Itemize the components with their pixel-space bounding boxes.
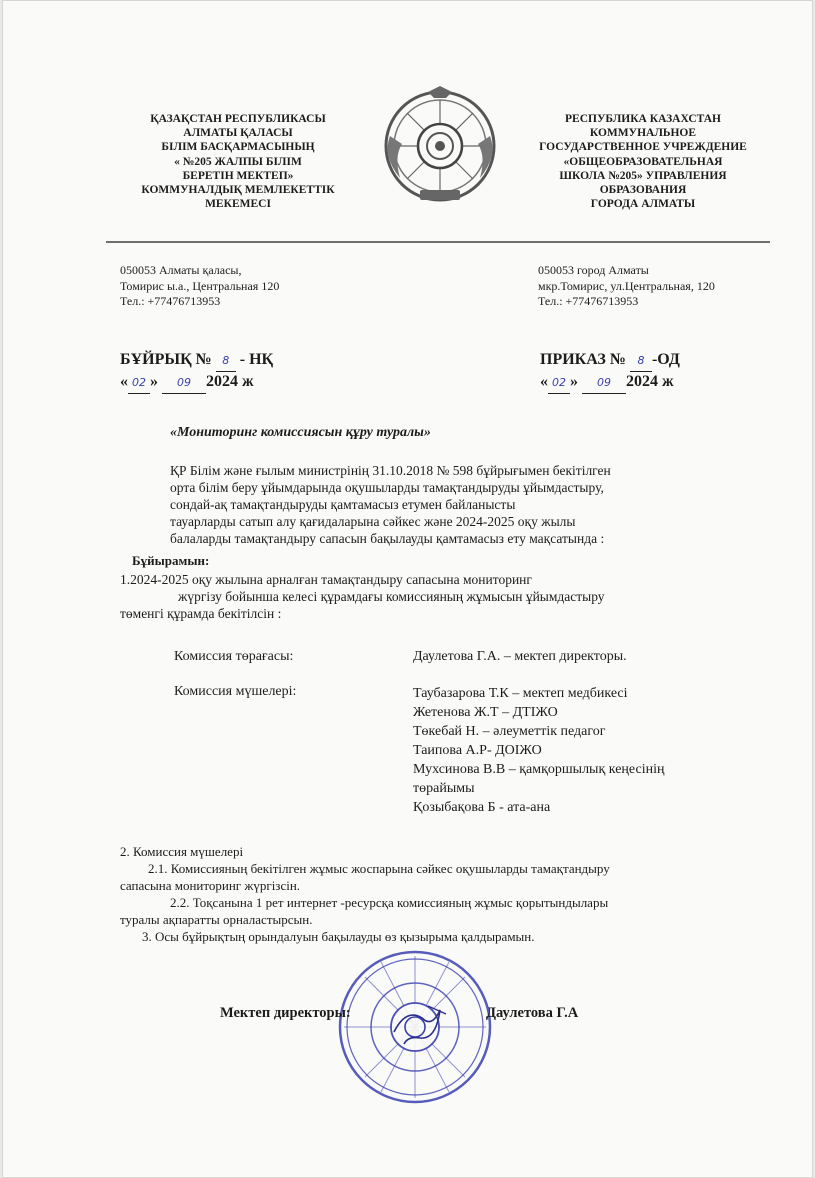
section-2-title: 2. Комиссия мүшелері xyxy=(120,844,244,859)
member-item: Жетенова Ж.Т – ДТІЖО xyxy=(413,705,558,720)
header-kazakh-line: БІЛІМ БАСҚАРМАСЫНЫҢ xyxy=(161,141,315,154)
header-russian-line: КОММУНАЛЬНОЕ xyxy=(589,127,697,140)
order-kazakh: БҰЙРЫҚ № 8 - НҚ « 02 » 09 2024 ж xyxy=(120,350,273,394)
header-russian-line: РЕСПУБЛИКА КАЗАХСТАН xyxy=(565,113,721,125)
header-russian-line: ГОСУДАРСТВЕННОЕ УЧРЕЖДЕНИЕ xyxy=(539,141,747,154)
header-kazakh-line: КОММУНАЛДЫҚ МЕМЛЕКЕТТІК xyxy=(141,184,335,197)
order-russian: ПРИКАЗ № 8 -ОД « 02 » 09 2024 ж xyxy=(540,350,680,394)
member-item: Қозыбақова Б - ата-ана xyxy=(413,800,551,815)
order-number: 8 xyxy=(637,354,645,367)
order-day: 02 xyxy=(132,376,146,389)
order-month: 09 xyxy=(597,376,611,389)
section-2-1-line: сапасына мониторинг жүргізсін. xyxy=(120,878,301,893)
member-item: төрайымы xyxy=(413,781,475,796)
chair-label: Комиссия төрағасы: xyxy=(174,649,294,664)
order-year: 2024 ж xyxy=(626,373,674,390)
preamble-line: орта білім беру ұйымдарында оқушыларды тамақтандыруды ұйымдастыру, xyxy=(170,480,604,495)
order-number: 8 xyxy=(222,354,230,367)
header-russian-line: ШКОЛА №205» УПРАВЛЕНИЯ xyxy=(559,169,727,182)
order-subject: «Мониторинг комиссиясын құру туралы» xyxy=(170,425,431,440)
order-title: БҰЙРЫҚ № xyxy=(120,351,216,368)
section-3-line: 3. Осы бұйрықтың орындалуын бақылауды өз қызырыма қалдырамын. xyxy=(142,929,535,944)
header-russian-line: ГОРОДА АЛМАТЫ xyxy=(590,198,696,211)
preamble-line: тауарларды сатып алу қағидаларына сәйкес және 2024-2025 оқу жылы xyxy=(170,514,576,529)
member-item: Таубазарова Т.К – мектеп медбикесі xyxy=(413,686,628,701)
header-divider xyxy=(106,241,770,243)
section-2-2-line: туралы ақпаратты орналастырсын. xyxy=(120,912,313,927)
item-1 xyxy=(120,571,605,622)
item-1-line: жүргізу бойынша келесі құрамдағы комиссияның жұмысын ұйымдастыру xyxy=(178,589,605,604)
member-item: Мухсинова В.В – қамқоршылық кеңесінің xyxy=(413,762,665,777)
header-russian-line: ОБРАЗОВАНИЯ xyxy=(599,184,687,197)
preamble-line: сондай-ақ тамақтандыруды қамтамасыз етумен байланысты xyxy=(170,497,516,512)
order-suffix: - НҚ xyxy=(235,351,274,368)
document-page xyxy=(2,0,813,1178)
order-month: 09 xyxy=(177,376,191,389)
header-kazakh-line: « №205 ЖАЛПЫ БІЛІМ xyxy=(174,155,302,168)
decree-word: Бұйырамын: xyxy=(132,553,210,568)
section-2-1-line: 2.1. Комиссияның бекітілген жұмыс жоспарына сәйкес оқушыларды тамақтандыру xyxy=(148,861,610,876)
school-seal-icon xyxy=(336,948,494,1106)
header-kazakh-line: МЕКЕМЕСІ xyxy=(205,198,271,211)
header-kazakh-line: БЕРЕТІН МЕКТЕП» xyxy=(182,169,294,182)
signature-name: Даулетова Г.А xyxy=(486,1005,579,1021)
item-1-line: 1.2024-2025 оқу жылына арналған тамақтандыру сапасына мониторинг xyxy=(120,572,532,587)
members-list xyxy=(413,684,664,817)
state-emblem-icon xyxy=(380,86,500,206)
address-russian xyxy=(538,263,715,310)
member-item: Төкебай Н. – әлеуметтік педагог xyxy=(413,724,606,739)
header-kazakh xyxy=(120,112,356,211)
section-2 xyxy=(120,843,610,945)
preamble xyxy=(170,462,611,547)
address-line: Тел.: +77476713953 xyxy=(120,294,221,308)
order-suffix: -ОД xyxy=(651,351,680,368)
section-2-2-line: 2.2. Тоқсанына 1 рет интернет -ресурсқа комиссияның жұмыс қорытындылары xyxy=(170,895,609,910)
address-line: Томирис ы.а., Центральная 120 xyxy=(120,278,280,293)
address-line: мкр.Томирис, ул.Центральная, 120 xyxy=(538,278,715,293)
preamble-line: ҚР Білім және ғылым министрінің 31.10.2018 № 598 бұйрығымен бекітілген xyxy=(170,463,611,478)
address-kazakh xyxy=(120,263,279,310)
header-russian xyxy=(538,112,748,211)
signature-role: Мектеп директоры: xyxy=(220,1005,351,1021)
address-line: 050053 город Алматы xyxy=(538,263,649,277)
item-1-line: төменгі құрамда бекітілсін : xyxy=(120,606,282,621)
address-line: Тел.: +77476713953 xyxy=(538,294,639,308)
address-line: 050053 Алматы қаласы, xyxy=(120,263,242,277)
header-kazakh-line: АЛМАТЫ ҚАЛАСЫ xyxy=(183,127,293,140)
member-item: Таипова А.Р- ДОІЖО xyxy=(413,743,542,758)
order-day: 02 xyxy=(552,376,566,389)
header-russian-line: «ОБЩЕОБРАЗОВАТЕЛЬНАЯ xyxy=(563,155,723,168)
preamble-line: балаларды тамақтандыру сапасын бақылауды қамтамасыз ету мақсатында : xyxy=(170,531,605,546)
members-label: Комиссия мүшелері: xyxy=(174,684,297,699)
chair-name: Даулетова Г.А. – мектеп директоры. xyxy=(413,649,627,664)
order-year: 2024 ж xyxy=(206,373,254,390)
order-title: ПРИКАЗ № xyxy=(540,351,630,368)
header-kazakh-line: ҚАЗАҚСТАН РЕСПУБЛИКАСЫ xyxy=(150,113,326,125)
